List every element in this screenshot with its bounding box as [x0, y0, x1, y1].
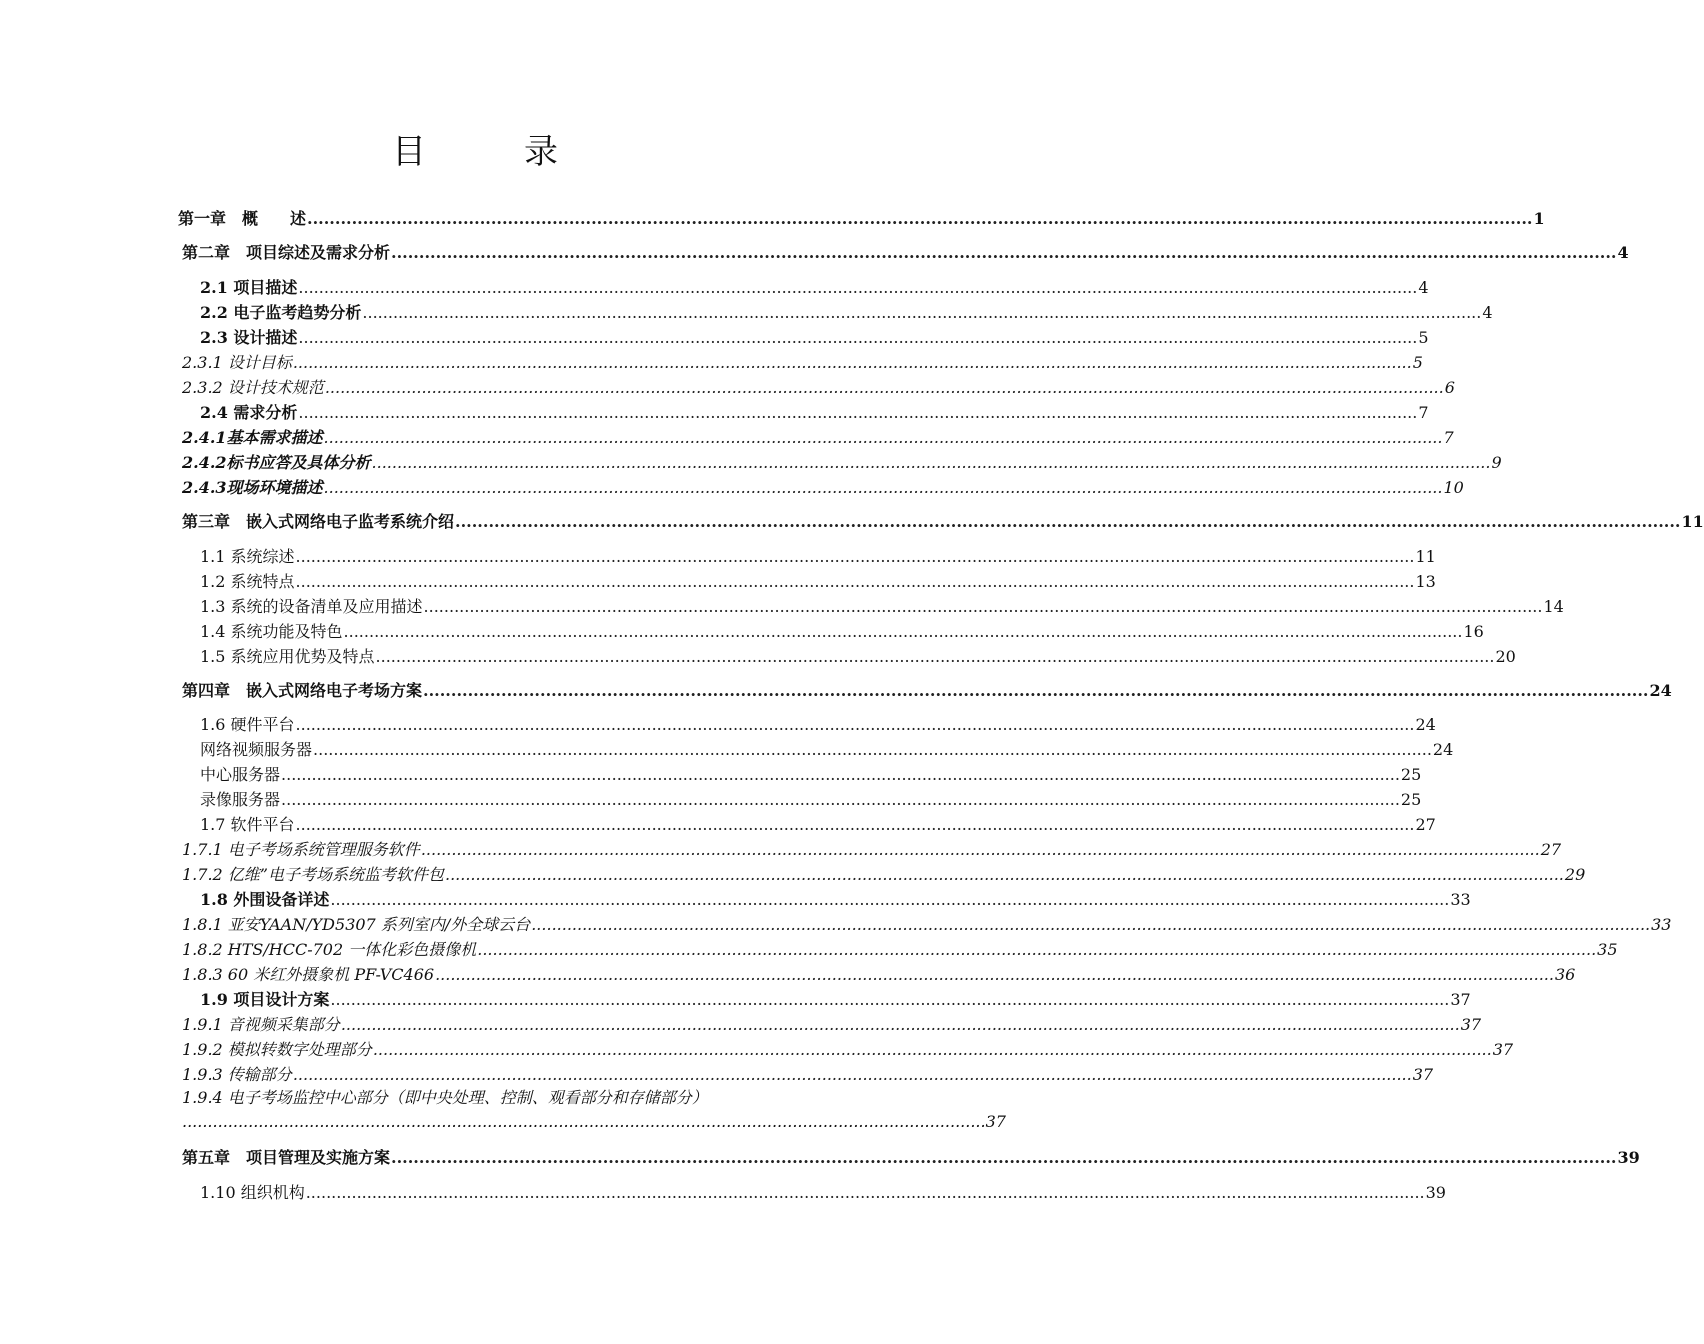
toc-entry-page: 37 — [1492, 1040, 1514, 1059]
toc-entry[interactable] — [182, 349, 1423, 373]
toc-entry[interactable] — [200, 593, 1564, 617]
page-title: 目 录 — [392, 132, 590, 172]
toc-entry[interactable] — [182, 424, 1454, 448]
toc-entry-title: 第一章 概 述 — [178, 209, 307, 228]
toc-entry-title: 1.1 系统综述 — [200, 547, 295, 566]
toc-entry-page: 29 — [1564, 865, 1586, 884]
toc-leader: ............................................................................................................................................................................................................................ — [298, 278, 1418, 297]
toc-leader: ............................................................................................................................................................................................................................ — [330, 890, 1450, 909]
toc-entry-page: 6 — [1444, 378, 1455, 397]
toc-leader: ............................................................................................................................................................................................................................ — [323, 478, 1443, 497]
toc-leader: ............................................................................................................................................................................................................................ — [323, 428, 1443, 447]
toc-entry-title: 1.6 硬件平台 — [200, 715, 295, 734]
toc-entry-page: 5 — [1418, 328, 1429, 347]
toc-entry[interactable] — [182, 1061, 1434, 1085]
toc-entry[interactable] — [182, 1036, 1514, 1060]
toc-leader: ............................................................................................................................................................................................................................ — [295, 572, 1415, 591]
toc-entry-title: 2.3.1 设计目标 — [182, 353, 292, 372]
toc-entry-page: 33 — [1651, 915, 1672, 934]
toc-leader: ............................................................................................................................................................................................................................ — [375, 647, 1495, 666]
toc-entry[interactable] — [200, 736, 1454, 760]
toc-leader: ............................................................................................................................................................................................................................ — [307, 209, 1533, 228]
toc-entry-title: 2.4.2标书应答及具体分析 — [182, 453, 371, 472]
toc-leader: ............................................................................................................................................................................................................................ — [324, 378, 1444, 397]
toc-entry[interactable] — [182, 508, 1704, 532]
toc-leader: ............................................................................................................................................................................................................................ — [372, 1040, 1492, 1059]
toc-entry-title: 2.2 电子监考趋势分析 — [200, 303, 362, 322]
toc-leader: ............................................................................................................................................................................................................................ — [292, 353, 1412, 372]
toc-entry-title: 2.3.2 设计技术规范 — [182, 378, 324, 397]
toc-entry-page: 39 — [1425, 1183, 1446, 1202]
toc-leader: ............................................................................................................................................................................................................................ — [455, 512, 1681, 531]
toc-entry[interactable] — [200, 986, 1471, 1010]
toc-entry[interactable] — [178, 205, 1545, 229]
toc-entry[interactable] — [182, 961, 1576, 985]
toc-entry-page: 11 — [1681, 512, 1704, 531]
toc-leader: ............................................................................................................................................................................................................................ — [444, 865, 1564, 884]
toc-leader: ............................................................................................................................................................................................................................ — [313, 740, 1432, 759]
toc-leader: ............................................................................................................................................................................................................................ — [295, 547, 1415, 566]
toc-entry-title: 1.7.1 电子考场系统管理服务软件 — [182, 840, 420, 859]
toc-entry[interactable] — [182, 1011, 1482, 1035]
toc-entry[interactable] — [200, 324, 1429, 348]
toc-leader: ............................................................................................................................................................................................................................ — [362, 303, 1482, 322]
toc-entry-title: 第五章 项目管理及实施方案 — [182, 1148, 391, 1167]
toc-entry-title: 1.9.4 电子考场监控中心部分（即中央处理、控制、观看部分和存储部分） — [182, 1088, 708, 1107]
toc-entry-page: 7 — [1418, 403, 1429, 422]
toc-entry[interactable] — [200, 274, 1429, 298]
toc-leader: ............................................................................................................................................................................................................................ — [371, 453, 1491, 472]
toc-entry[interactable] — [200, 568, 1436, 592]
toc-entry-title: 2.4 需求分析 — [200, 403, 298, 422]
toc-entry-title: 1.9 项目设计方案 — [200, 990, 330, 1009]
toc-entry[interactable] — [200, 299, 1493, 323]
toc-leader: ............................................................................................................................................................................................................................ — [423, 681, 1649, 700]
toc-leader-row — [182, 1108, 1006, 1132]
toc-entry[interactable] — [182, 677, 1672, 701]
toc-entry-page: 39 — [1617, 1148, 1640, 1167]
toc-entry[interactable] — [182, 936, 1618, 960]
toc-entry[interactable] — [200, 886, 1471, 910]
toc-entry-page: 9 — [1491, 453, 1502, 472]
toc-entry-title: 1.8.3 60 米红外摄象机 PF-VC466 — [182, 965, 435, 984]
toc-entry-page: 24 — [1649, 681, 1672, 700]
toc-entry-title: 第三章 嵌入式网络电子监考系统介绍 — [182, 512, 455, 531]
toc-entry-title: 2.3 设计描述 — [200, 328, 298, 347]
toc-entry-title: 1.10 组织机构 — [200, 1183, 305, 1202]
toc-entry-title: 1.5 系统应用优势及特点 — [200, 647, 375, 666]
toc-entry-page: 36 — [1554, 965, 1576, 984]
toc-entry-page: 25 — [1400, 790, 1422, 809]
toc-entry[interactable] — [182, 374, 1455, 398]
toc-entry-page: 37 — [985, 1112, 1006, 1131]
toc-entry-title: 2.1 项目描述 — [200, 278, 298, 297]
toc-entry-page: 4 — [1482, 303, 1493, 322]
toc-entry-title: 1.9.3 传输部分 — [182, 1065, 292, 1084]
toc-leader: ............................................................................................................................................................................................................................ — [281, 790, 1400, 809]
toc-entry[interactable] — [182, 239, 1629, 263]
toc-entry[interactable] — [200, 618, 1484, 642]
toc-entry-title: 2.4.1基本需求描述 — [182, 428, 323, 447]
toc-entry[interactable] — [200, 761, 1422, 785]
toc-leader: ............................................................................................................................................................................................................................ — [531, 915, 1651, 934]
toc-entry-page: 37 — [1412, 1065, 1434, 1084]
toc-entry-page: 37 — [1450, 990, 1471, 1009]
toc-entry-page: 33 — [1450, 890, 1471, 909]
toc-leader: ............................................................................................................................................................................................................................ — [477, 940, 1597, 959]
toc-entry-title: 1.7.2 亿维”电子考场系统监考软件包 — [182, 865, 444, 884]
toc-entry[interactable] — [200, 1179, 1446, 1203]
toc-leader: ............................................................................................................................................................................................................................ — [295, 715, 1415, 734]
toc-leader: .............................................................................................................................................................. — [182, 1112, 986, 1131]
toc-leader: ............................................................................................................................................................................................................................ — [340, 1015, 1460, 1034]
toc-leader: ............................................................................................................................................................................................................................ — [295, 815, 1415, 834]
toc-entry-title: 第四章 嵌入式网络电子考场方案 — [182, 681, 423, 700]
toc-leader: ............................................................................................................................................................................................................................ — [330, 990, 1450, 1009]
toc-entry-title: 1.8.1 亚安YAAN/YD5307 系列室内/外全球云台 — [182, 915, 531, 934]
toc-entry-page: 14 — [1543, 597, 1564, 616]
toc-leader: ............................................................................................................................................................................................................................ — [298, 328, 1418, 347]
toc-entry[interactable] — [182, 911, 1672, 935]
toc-entry-page: 27 — [1540, 840, 1562, 859]
toc-leader: ............................................................................................................................................................................................................................ — [435, 965, 1554, 984]
toc-entry-page: 24 — [1415, 715, 1436, 734]
toc-entry-title: 1.9.1 音视频采集部分 — [182, 1015, 340, 1034]
toc-entry-title: 1.8 外围设备详述 — [200, 890, 330, 909]
toc-entry[interactable] — [200, 399, 1429, 423]
toc-entry-page: 7 — [1443, 428, 1454, 447]
toc-entry-title: 1.4 系统功能及特色 — [200, 622, 343, 641]
toc-entry-title: 网络视频服务器 — [200, 740, 313, 759]
toc-leader: ............................................................................................................................................................................................................................ — [292, 1065, 1412, 1084]
toc-entry-page: 37 — [1460, 1015, 1482, 1034]
toc-entry-title: 1.8.2 HTS/HCC-702 一体化彩色摄像机 — [182, 940, 477, 959]
toc-leader: ............................................................................................................................................................................................................................ — [391, 1148, 1617, 1167]
toc-leader: ............................................................................................................................................................................................................................ — [420, 840, 1540, 859]
toc-entry-page: 27 — [1415, 815, 1436, 834]
toc-entry-page: 1 — [1533, 209, 1545, 228]
toc-entry-title: 1.2 系统特点 — [200, 572, 295, 591]
toc-entry[interactable] — [200, 643, 1516, 667]
toc-entry-title: 录像服务器 — [200, 790, 281, 809]
toc-entry-page: 24 — [1432, 740, 1454, 759]
toc-entry-page: 5 — [1412, 353, 1423, 372]
toc-leader: ............................................................................................................................................................................................................................ — [423, 597, 1543, 616]
toc-entry[interactable] — [182, 474, 1464, 498]
toc-entry-page: 10 — [1443, 478, 1464, 497]
toc-entry-title: 第二章 项目综述及需求分析 — [182, 243, 391, 262]
toc-leader: ............................................................................................................................................................................................................................ — [343, 622, 1463, 641]
toc-entry[interactable] — [200, 811, 1436, 835]
toc-entry-title: 1.3 系统的设备清单及应用描述 — [200, 597, 423, 616]
toc-entry-page: 11 — [1415, 547, 1436, 566]
toc-leader: ............................................................................................................................................................................................................................ — [281, 765, 1400, 784]
toc-leader: ............................................................................................................................................................................................................................ — [391, 243, 1617, 262]
toc-leader: ............................................................................................................................................................................................................................ — [305, 1183, 1425, 1202]
toc-entry-title: 中心服务器 — [200, 765, 281, 784]
toc-entry-page: 35 — [1597, 940, 1618, 959]
toc-entry-page: 4 — [1418, 278, 1429, 297]
toc-entry[interactable] — [200, 786, 1422, 810]
toc-entry-page: 4 — [1617, 243, 1629, 262]
toc-entry-page: 13 — [1415, 572, 1436, 591]
toc-entry-title: 1.7 软件平台 — [200, 815, 295, 834]
toc-entry-page: 20 — [1495, 647, 1516, 666]
toc-leader: ............................................................................................................................................................................................................................ — [298, 403, 1418, 422]
toc-entry[interactable] — [182, 1144, 1640, 1168]
toc-entry[interactable] — [182, 836, 1562, 860]
toc-entry-page: 16 — [1463, 622, 1484, 641]
toc-entry-title: 2.4.3现场环境描述 — [182, 478, 323, 497]
toc-entry[interactable] — [200, 711, 1436, 735]
toc-entry[interactable] — [182, 449, 1502, 473]
toc-entry[interactable] — [200, 543, 1436, 567]
toc-entry-title: 1.9.2 模拟转数字处理部分 — [182, 1040, 372, 1059]
toc-entry[interactable] — [182, 861, 1586, 885]
toc-entry-page: 25 — [1400, 765, 1422, 784]
